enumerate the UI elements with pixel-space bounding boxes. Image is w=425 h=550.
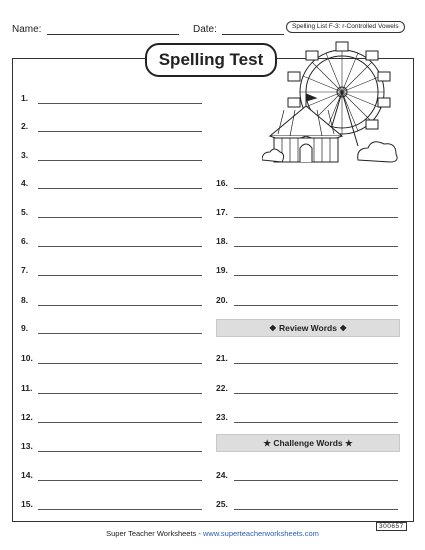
answer-line[interactable] bbox=[234, 188, 398, 189]
item-number: 21. bbox=[216, 353, 228, 363]
item-number: 19. bbox=[216, 265, 228, 275]
footer-brand: Super Teacher Worksheets - bbox=[106, 529, 203, 538]
item-number: 25. bbox=[216, 499, 228, 509]
item-number: 2. bbox=[21, 121, 29, 131]
answer-line[interactable] bbox=[234, 363, 398, 364]
item-number: 12. bbox=[21, 412, 33, 422]
item-number: 14. bbox=[21, 470, 33, 480]
item-number: 16. bbox=[216, 178, 228, 188]
answer-line[interactable] bbox=[38, 217, 202, 218]
item-number: 20. bbox=[216, 295, 228, 305]
answer-line[interactable] bbox=[38, 333, 202, 334]
answer-line[interactable] bbox=[234, 305, 398, 306]
item-number: 23. bbox=[216, 412, 228, 422]
worksheet-title: Spelling Test bbox=[145, 43, 277, 77]
answer-line[interactable] bbox=[234, 217, 398, 218]
item-number: 3. bbox=[21, 150, 29, 160]
answer-line[interactable] bbox=[38, 275, 202, 276]
review-words-header: ❖ Review Words ❖ bbox=[216, 319, 400, 337]
answer-line[interactable] bbox=[234, 275, 398, 276]
worksheet-code: 300657 bbox=[376, 522, 407, 531]
answer-line[interactable] bbox=[234, 393, 398, 394]
item-number: 24. bbox=[216, 470, 228, 480]
item-number: 1. bbox=[21, 93, 29, 103]
item-number: 5. bbox=[21, 207, 29, 217]
answer-line[interactable] bbox=[38, 246, 202, 247]
date-label: Date: bbox=[193, 24, 217, 35]
answer-line[interactable] bbox=[38, 188, 202, 189]
name-field[interactable] bbox=[47, 34, 179, 35]
answer-line[interactable] bbox=[38, 103, 202, 104]
answer-line[interactable] bbox=[38, 305, 202, 306]
item-number: 17. bbox=[216, 207, 228, 217]
item-number: 15. bbox=[21, 499, 33, 509]
answer-line[interactable] bbox=[38, 160, 202, 161]
answer-line[interactable] bbox=[234, 509, 398, 510]
answer-line[interactable] bbox=[38, 509, 202, 510]
date-field[interactable] bbox=[222, 34, 284, 35]
item-number: 9. bbox=[21, 323, 29, 333]
challenge-words-header: ★ Challenge Words ★ bbox=[216, 434, 400, 452]
item-number: 13. bbox=[21, 441, 33, 451]
answer-line[interactable] bbox=[38, 422, 202, 423]
item-number: 22. bbox=[216, 383, 228, 393]
footer-url[interactable]: www.superteacherworksheets.com bbox=[202, 529, 319, 538]
footer bbox=[0, 529, 425, 538]
item-number: 11. bbox=[21, 383, 33, 393]
spelling-list-tag: Spelling List F-3: r-Controlled Vowels bbox=[286, 21, 405, 33]
answer-line[interactable] bbox=[38, 393, 202, 394]
answer-line[interactable] bbox=[38, 451, 202, 452]
item-number: 7. bbox=[21, 265, 29, 275]
answer-line[interactable] bbox=[38, 363, 202, 364]
item-number: 4. bbox=[21, 178, 29, 188]
ferris-wheel-and-tent-icon bbox=[262, 36, 402, 168]
answer-line[interactable] bbox=[38, 480, 202, 481]
answer-line[interactable] bbox=[234, 246, 398, 247]
answer-line[interactable] bbox=[234, 480, 398, 481]
answer-line[interactable] bbox=[38, 131, 202, 132]
item-number: 8. bbox=[21, 295, 29, 305]
item-number: 10. bbox=[21, 353, 33, 363]
item-number: 18. bbox=[216, 236, 228, 246]
item-number: 6. bbox=[21, 236, 29, 246]
name-label: Name: bbox=[12, 24, 42, 35]
answer-line[interactable] bbox=[234, 422, 398, 423]
